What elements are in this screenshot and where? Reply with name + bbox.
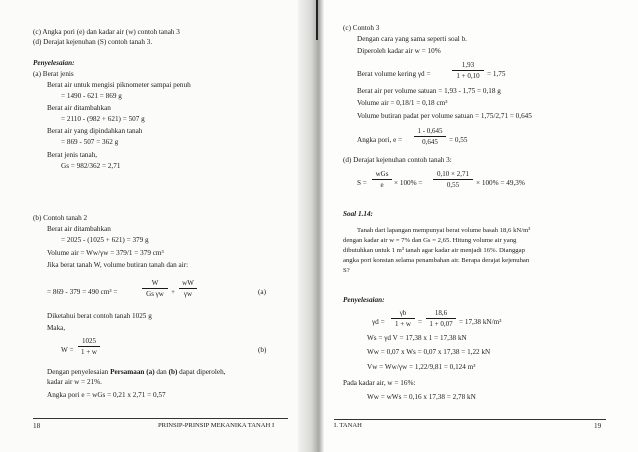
equation-lhs: S = <box>357 179 367 187</box>
question-c: (c) Angka pori (e) dan kadar air (w) contoh tanah 3 <box>33 28 180 36</box>
solution-heading: Penyelesaian: <box>343 296 385 304</box>
equation-lhs: Berat volume kering γd = <box>357 70 431 78</box>
problem-text: angka pori konstan selama penambahan air. Berapa derajat kejenuhan <box>343 257 530 264</box>
equation-line: Ww = wWs = 0,16 x 17,38 = 2,78 kN <box>367 393 476 401</box>
fraction: 1025 1 + w <box>78 337 100 356</box>
equation-rhs: = 17,38 kN/m³ <box>459 318 502 326</box>
text-line: Berat air ditambahkan <box>47 225 111 233</box>
footer-rule <box>33 418 288 419</box>
equation-line: Volume air = Ww/γw = 379/1 = 379 cm³ <box>47 249 164 257</box>
equation-rhs: × 100% = 49,3% <box>476 179 525 187</box>
binding-edge <box>316 0 318 40</box>
text-line: Diketahui berat contoh tanah 1025 g <box>47 312 152 320</box>
equation-line: = 2025 - (1025 + 621) = 379 g <box>61 236 149 244</box>
equation-tag-b: (b) <box>258 346 267 354</box>
running-title: PRINSIP-PRINSIP MEKANIKA TANAH I <box>158 422 275 429</box>
page-number: 19 <box>594 422 602 430</box>
problem-text: S? <box>343 267 350 274</box>
equation-line: = 869 - 507 = 362 g <box>61 138 119 146</box>
equation-b-lhs: W = <box>61 346 74 354</box>
equation-line: Volume air = 0,18/1 = 0,18 cm³ <box>357 99 448 107</box>
equation-tag-a: (a) <box>258 288 266 296</box>
problem-text: dengan kadar air w = 7% dan Gs = 2,65. Hitung volume air yang <box>343 237 517 244</box>
footer-rule <box>334 419 606 420</box>
fraction: γb 1 + w <box>391 309 415 328</box>
text-line: Diperoleh kadar air w = 10% <box>357 47 441 55</box>
equation-lhs: Angka pori, e = <box>357 136 403 144</box>
equation-line: Volume butiran padat per volume satuan = 1,75/2,71 = 0,645 <box>357 112 532 120</box>
text-line: Berat air ditambahkan <box>47 104 111 112</box>
equation-line: Gs = 982/362 = 2,71 <box>61 162 121 170</box>
part-b-heading: (b) Contoh tanah 2 <box>33 214 88 222</box>
equation-rhs: = 1,75 <box>487 70 506 78</box>
fraction: 0,10 × 2,71 0,55 <box>433 170 473 189</box>
equation-line: = 1490 - 621 = 869 g <box>61 92 122 100</box>
equation-a-lhs: = 869 - 379 = 490 cm³ = <box>47 288 118 296</box>
equation-line: Vw = Ww/γw = 1,22/9,81 = 0,124 m³ <box>367 363 476 371</box>
problem-text: Tanah dari lapangan mempunyai berat volume basah 18,6 kN/m³ <box>357 227 531 234</box>
equation-line: = 2110 - (982 + 621) = 507 g <box>61 115 145 123</box>
plus-sign: + <box>171 288 176 296</box>
text-line: Berat air yang dipindahkan tanah <box>47 127 143 135</box>
equals-sign: = <box>418 318 423 326</box>
problem-text: dibutuhkan untuk 1 m³ tanah agar kadar air menjadi 16%. Dianggap <box>343 247 525 254</box>
text-line: Berat jenis tanah, <box>47 151 98 159</box>
equation-line: Ww = 0,07 x Ws = 0,07 x 17,38 = 1,22 kN <box>367 348 491 356</box>
equation-mid: × 100% = <box>394 179 423 187</box>
fraction: W Gs γw <box>142 279 168 298</box>
running-title: I. TANAH <box>334 422 362 429</box>
text-line: Dengan penyelesaian Persamaan (a) dan (b) dapat diperoleh, <box>47 368 226 376</box>
fraction: 18,6 1 + 0,07 <box>426 309 456 328</box>
text-line: kadar air w = 21%. <box>47 378 102 386</box>
fraction: wW γw <box>179 279 197 298</box>
text-line: Maka, <box>47 324 66 332</box>
text-line: Dengan cara yang sama seperti soal b. <box>357 35 467 43</box>
part-a-heading: (a) Berat jenis <box>33 70 74 78</box>
problem-heading: Soal 1.14: <box>343 210 373 218</box>
text-line: Jika berat tanah W, volume butiran tanah dan air: <box>47 261 189 269</box>
equation-lhs: γd = <box>372 318 385 326</box>
fraction: 1 - 0,645 0,645 <box>414 127 446 146</box>
solution-heading: Penyelesaian: <box>33 59 75 67</box>
book-spine-shadow <box>298 0 324 452</box>
part-d-heading: (d) Derajat kejenuhan contoh tanah 3: <box>343 156 452 164</box>
equation-line: Angka pori e = wGs = 0,21 x 2,71 = 0,57 <box>47 391 166 399</box>
question-d: (d) Derajat kejenuhan (S) contoh tanah 3. <box>33 38 153 46</box>
equation-line: Ws = γd V = 17,38 x 1 = 17,38 kN <box>367 334 467 342</box>
equation-rhs: = 0,55 <box>449 136 468 144</box>
equation-line: Berat air per volume satuan = 1,93 - 1,75 = 0,18 g <box>357 87 501 95</box>
fraction: wGs e <box>372 170 392 189</box>
text-line: Pada kadar air, w = 16%: <box>343 379 416 387</box>
page-number: 18 <box>33 422 41 430</box>
text-line: Berat air untuk mengisi piknometer sampai penuh <box>47 81 191 89</box>
fraction: 1,93 1 + 0,10 <box>452 61 484 80</box>
part-c-heading: (c) Contoh 3 <box>343 24 380 32</box>
